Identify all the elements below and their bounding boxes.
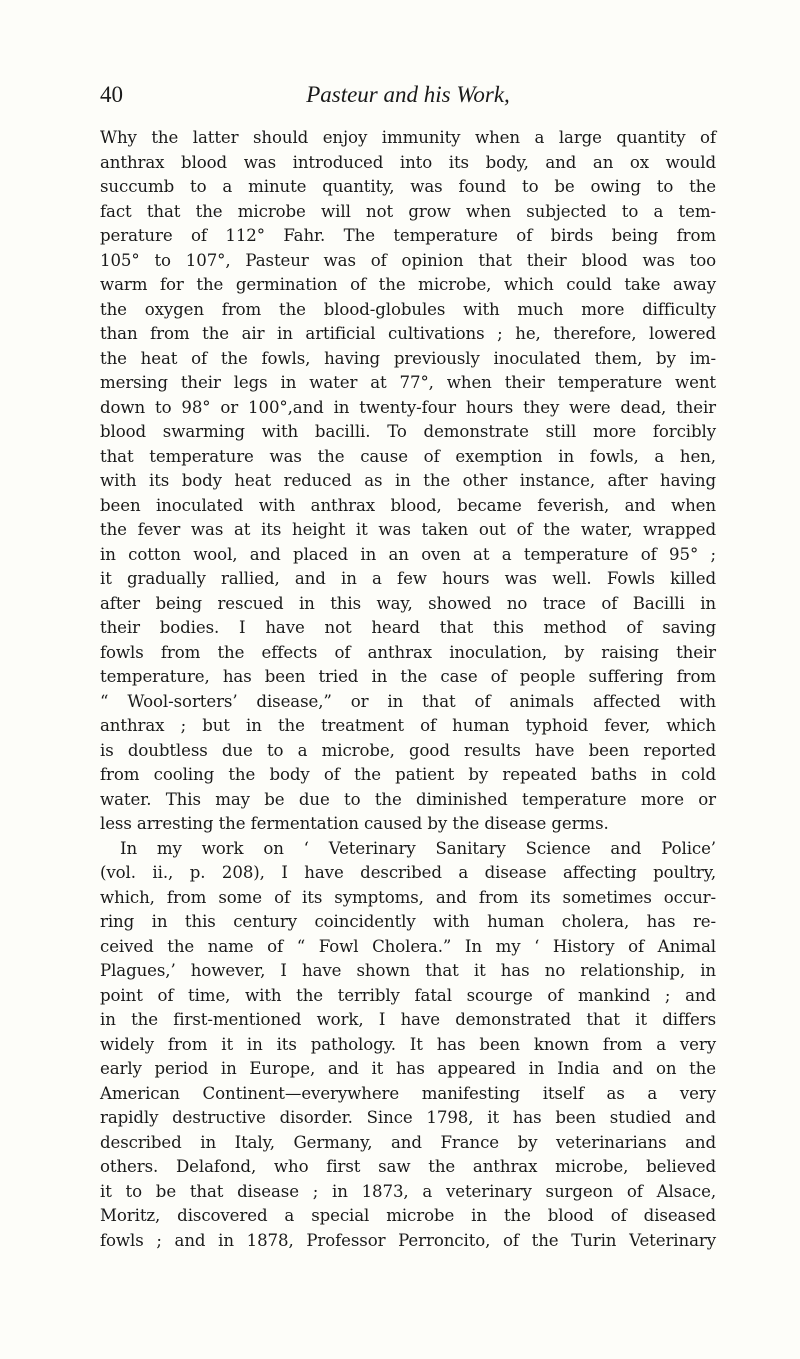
text-line: been inoculated with anthrax blood, became feverish, and when: [100, 495, 716, 515]
text-line: ring in this century coincidently with human cholera, has re-: [100, 912, 716, 931]
text-line: Moritz, discovered a special microbe in the blood of diseased: [100, 1206, 716, 1225]
text-line: the oxygen from the blood-globules with much more difficulty: [100, 299, 716, 319]
text-line: described in Italy, Germany, and France by veterinarians and: [100, 1132, 716, 1152]
text-line: point of time, with the terribly fatal scourge of mankind ; and: [100, 985, 716, 1005]
text-line: blood swarming with bacilli. To demonstrate still more forcibly: [100, 422, 716, 441]
running-title: Pasteur and his Work,: [306, 82, 510, 107]
text-line: Plagues,’ however, I have shown that it has no relationship, in: [100, 961, 716, 980]
text-line: rapidly destructive disorder. Since 1798, it has been studied and: [100, 1108, 716, 1127]
text-line: the fever was at its height it was taken out of the water, wrapped: [100, 520, 716, 539]
text-line: than from the air in artificial cultivations ; he, therefore, lowered: [100, 324, 716, 343]
text-line: widely from it in its pathology. It has been known from a very: [100, 1034, 716, 1054]
text-line: (vol. ii., p. 208), I have described a disease affecting poultry,: [100, 863, 716, 882]
text-line: fowls ; and in 1878, Professor Perroncito, of the Turin Veterinary: [100, 1230, 716, 1250]
text-line: that temperature was the cause of exemption in fowls, a hen,: [100, 446, 716, 466]
text-line: down to 98° or 100°,and in twenty-four hours they were dead, their: [100, 397, 716, 417]
text-line: warm for the germination of the microbe, which could take away: [100, 275, 716, 294]
text-line: American Continent—everywhere manifesting itself as a very: [100, 1083, 716, 1103]
text-line: Why the latter should enjoy immunity when a large quantity of: [100, 128, 716, 147]
text-line: in cotton wool, and placed in an oven at a temperature of 95° ;: [100, 544, 716, 564]
text-line: after being rescued in this way, showed no trace of Bacilli in: [100, 593, 716, 613]
text-line: is doubtless due to a microbe, good results have been reported: [100, 740, 716, 760]
paragraph-end-line: less arresting the fermentation caused by the disease germs.: [100, 814, 609, 833]
text-line: in the first-mentioned work, I have demonstrated that it differs: [100, 1010, 716, 1029]
text-line: from cooling the body of the patient by repeated baths in cold: [100, 765, 716, 784]
text-line: the heat of the fowls, having previously inoculated them, by im-: [100, 348, 716, 368]
text-line: others. Delafond, who first saw the anthrax microbe, believed: [100, 1157, 716, 1176]
page-header: [100, 82, 716, 114]
text-line: water. This may be due to the diminished temperature more or: [100, 789, 716, 809]
text-line: mersing their legs in water at 77°, when their temperature went: [100, 373, 716, 392]
page-number: 40: [100, 82, 123, 107]
text-line: with its body heat reduced as in the other instance, after having: [100, 471, 716, 490]
text-line: ceived the name of “ Fowl Cholera.” In my ‘ History of Animal: [100, 936, 716, 956]
body-text: [100, 126, 716, 1253]
text-line: “ Wool-sorters’ disease,” or in that of animals affected with: [100, 691, 716, 711]
text-line: it gradually rallied, and in a few hours was well. Fowls killed: [100, 569, 716, 588]
text-line: anthrax blood was introduced into its body, and an ox would: [100, 152, 716, 172]
text-line: 105° to 107°, Pasteur was of opinion that their blood was too: [100, 250, 716, 270]
text-line: which, from some of its symptoms, and from its sometimes occur-: [100, 887, 716, 907]
text-line: fowls from the effects of anthrax inoculation, by raising their: [100, 642, 716, 662]
text-line: early period in Europe, and it has appeared in India and on the: [100, 1059, 716, 1078]
paragraph-start-line: In my work on ‘ Veterinary Sanitary Science and Police’: [120, 838, 716, 858]
text-line: temperature, has been tried in the case of people suffering from: [100, 667, 716, 686]
text-line: succumb to a minute quantity, was found to be owing to the: [100, 177, 716, 196]
text-line: their bodies. I have not heard that this method of saving: [100, 618, 716, 637]
text-line: perature of 112° Fahr. The temperature of birds being from: [100, 226, 716, 245]
text-line: it to be that disease ; in 1873, a veterinary surgeon of Alsace,: [100, 1181, 716, 1201]
text-line: fact that the microbe will not grow when subjected to a tem-: [100, 201, 716, 221]
text-line: anthrax ; but in the treatment of human typhoid fever, which: [100, 716, 716, 735]
